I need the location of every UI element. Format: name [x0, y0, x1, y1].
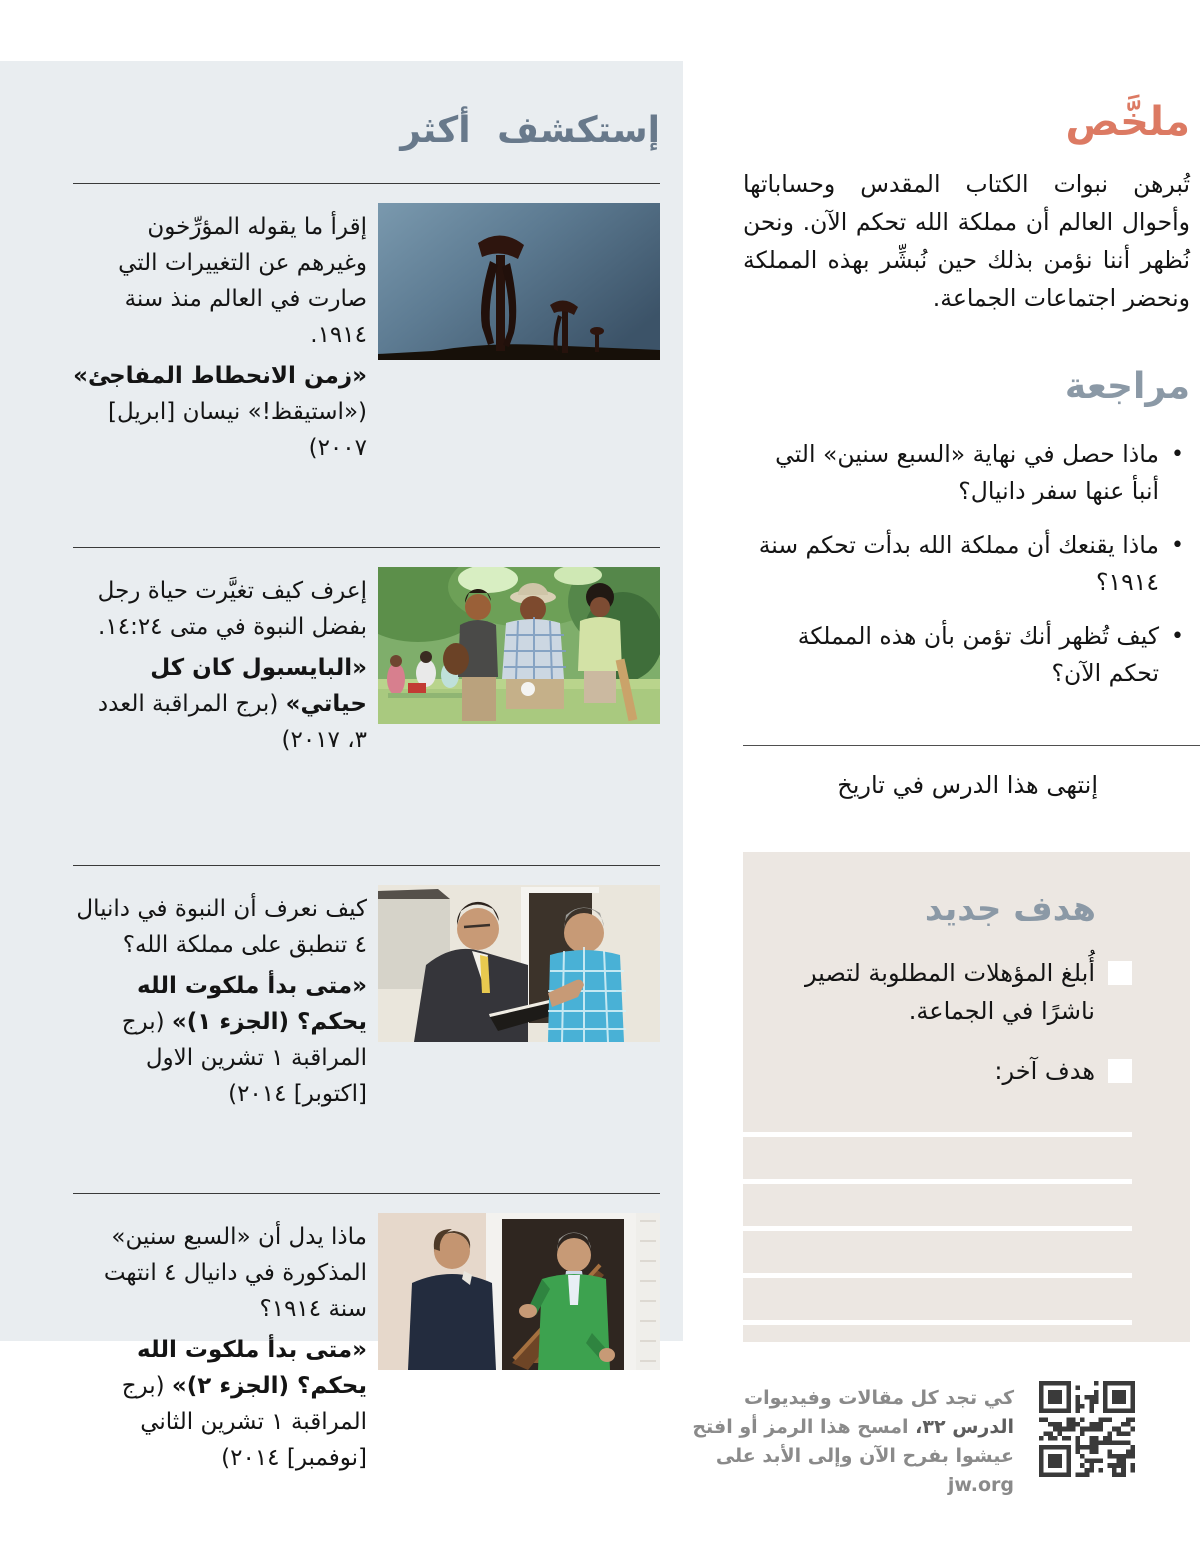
review-section — [743, 362, 1190, 709]
doorstep-conversation-image — [378, 1213, 660, 1370]
explore-item-text — [73, 1213, 367, 1476]
writing-line[interactable] — [743, 1226, 1132, 1231]
explore-item-title-link[interactable]: «متى بدأ ملكوت الله يحكم؟ (الجزء ٢)» — [137, 1337, 367, 1399]
explore-item-kingdom-part1 — [73, 865, 660, 1193]
explore-item-text — [73, 567, 367, 758]
explore-item-source: (برج المراقبة ١ تشرين الثاني [نوفمبر] ٢٠١٤) — [121, 1373, 367, 1471]
qr-section — [690, 1372, 1145, 1500]
explore-item-text — [73, 885, 367, 1112]
goal-item-publisher — [783, 954, 1132, 1030]
goal-heading: هدف جديد — [924, 889, 1096, 929]
review-question: • ماذا حصل في نهاية «السبع سنين» التي أنبأ عنها سفر دانيال؟ — [743, 436, 1184, 510]
summary-text: تُبرهن نبوات الكتاب المقدس وحساباتها وأحوال العالم أن مملكة الله تحكم الآن. ونحن نُظهر أننا نؤمن بذلك حين نُبشِّر بهذه المملكة ونحضر اجتماعات الجماعة. — [743, 170, 1190, 312]
explore-item-body: كيف نعرف أن النبوة في دانيال ٤ تنطبق على مملكة الله؟ — [76, 896, 367, 958]
bible-discussion-image — [378, 885, 660, 1042]
explore-heading: إستكشف أكثر — [400, 110, 660, 151]
writing-line[interactable] — [743, 1320, 1132, 1325]
lesson-number-bold: الدرس ٣٢، — [915, 1416, 1014, 1438]
explore-item-text — [73, 203, 367, 466]
section-divider — [743, 745, 1200, 746]
explore-item-source: (برج المراقبة العدد ٣، ٢٠١٧) — [97, 691, 367, 753]
review-question-list — [743, 436, 1190, 692]
qr-code — [1029, 1372, 1145, 1486]
writing-line[interactable] — [743, 1273, 1132, 1278]
bullet-icon: • — [1171, 624, 1184, 649]
explore-item-title-link[interactable]: «متى بدأ ملكوت الله يحكم؟ (الجزء ١)» — [137, 973, 367, 1035]
jw-org-link[interactable]: jw.org — [947, 1474, 1014, 1496]
explore-more-panel — [0, 61, 683, 1471]
summary-heading: ملخَّص — [1065, 99, 1190, 145]
goal-checkbox[interactable] — [1108, 1059, 1132, 1083]
explore-item-title-link[interactable]: «زمن الانحطاط المفاجئ» — [73, 363, 367, 389]
goal-item-label: أُبلغ المؤهلات المطلوبة لتصير ناشرًا في الجماعة. — [804, 959, 1095, 1025]
bullet-icon: • — [1171, 442, 1184, 467]
explore-item-kingdom-part2 — [73, 1193, 660, 1543]
review-heading: مراجعة — [1064, 366, 1190, 407]
explore-item-source: (برج المراقبة ١ تشرين الاول [اكتوبر] ٢٠١٤) — [121, 1009, 367, 1107]
explore-item-body: إقرأ ما يقوله المؤرِّخون وغيرهم عن التغييرات التي صارت في العالم منذ سنة ١٩١٤. — [118, 214, 367, 348]
explore-item-source: («استيقظ!» نيسان [ابريل] ٢٠٠٧) — [108, 399, 367, 461]
explore-item-body: ماذا يدل أن «السبع سنين» المذكورة في دانيال ٤ انتهت سنة ١٩١٤؟ — [103, 1224, 367, 1322]
review-question: • كيف تُظهر أنك تؤمن بأن هذه المملكة تحكم الآن؟ — [743, 618, 1184, 692]
goal-checkbox[interactable] — [1108, 961, 1132, 985]
writing-line[interactable] — [743, 1179, 1132, 1184]
baseball-family-image — [378, 567, 660, 724]
writing-line[interactable] — [743, 1132, 1132, 1137]
explore-item-body: إعرف كيف تغيَّرت حياة رجل بفضل النبوة في متى ٢٤:‏١٤. — [97, 578, 367, 640]
summary-section — [743, 95, 1190, 317]
explore-item-baseball — [73, 547, 660, 865]
goal-item-other — [783, 1052, 1132, 1090]
qr-caption: كي تجد كل مقالات وفيديوات الدرس ٣٢، امسح هذا الرمز أو افتح عيشوا بفرح الآن وإلى الأبد على jw.org — [692, 1387, 1014, 1496]
explore-item-title-link[interactable]: «البايسبول كان كل حياتي» — [150, 655, 367, 717]
completion-date-label: إنتهى هذا الدرس في تاريخ — [837, 771, 1098, 799]
memorial-rifles-image — [378, 203, 660, 360]
bullet-icon: • — [1171, 533, 1184, 558]
new-goal-box — [743, 852, 1190, 1342]
explore-item-1914-changes — [73, 183, 660, 547]
goal-item-label: هدف آخر: — [994, 1057, 1095, 1085]
review-question: • ماذا يقنعك أن مملكة الله بدأت تحكم سنة ١٩١٤؟ — [743, 527, 1184, 601]
